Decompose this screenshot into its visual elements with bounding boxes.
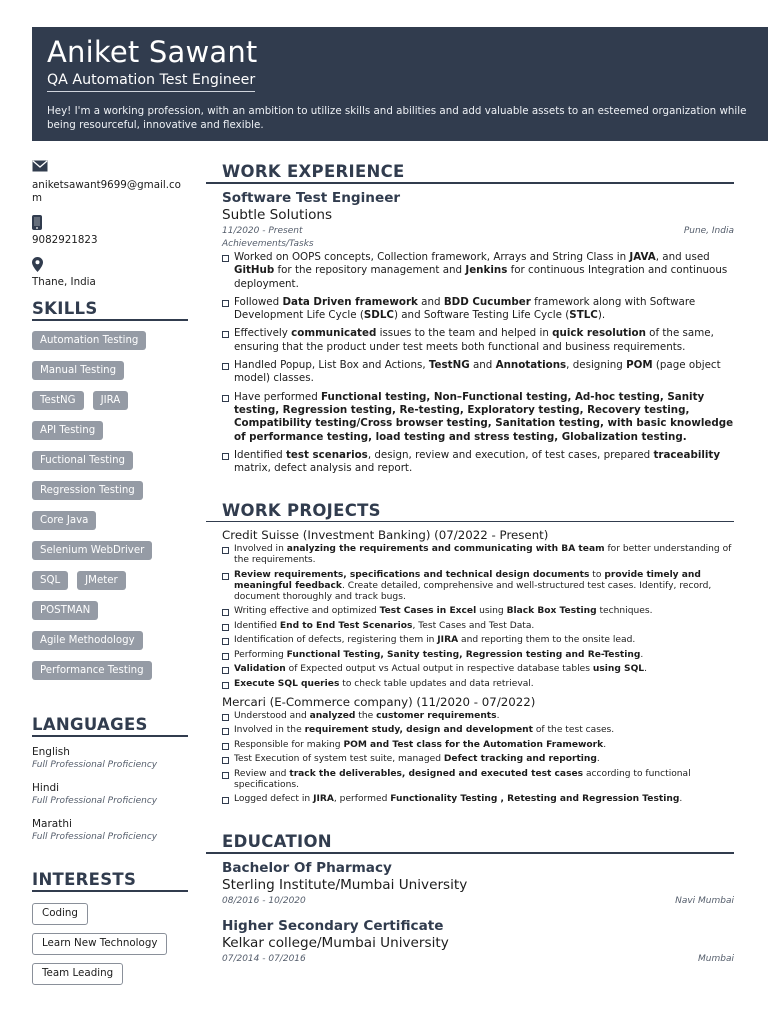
phone-icon bbox=[32, 215, 48, 229]
work-bullet: Followed Data Driven framework and BDD Cucumber framework along with Software Development Life Cycle (SDLC) and Software Testing Life Cycle (STLC). bbox=[222, 296, 734, 323]
job-title: QA Automation Test Engineer bbox=[47, 71, 255, 92]
education-heading: EDUCATION bbox=[206, 832, 734, 854]
interest-tag: Learn New Technology bbox=[32, 933, 167, 955]
languages-heading: LANGUAGES bbox=[32, 715, 188, 737]
education-section bbox=[206, 854, 734, 966]
company-name: Subtle Solutions bbox=[222, 207, 333, 223]
skill-tag: Selenium WebDriver bbox=[32, 541, 152, 560]
work-experience-heading: WORK EXPERIENCE bbox=[206, 162, 734, 184]
skill-tag: Agile Methodology bbox=[32, 631, 143, 650]
projects-section bbox=[206, 522, 734, 805]
project-bullet: Test Execution of system test suite, managed Defect tracking and reporting. bbox=[222, 754, 734, 765]
project-bullet: Understood and analyzed the customer requirements. bbox=[222, 711, 734, 722]
education-item bbox=[222, 918, 734, 966]
education-meta bbox=[222, 953, 734, 966]
role-title: Software Test Engineer bbox=[222, 190, 401, 206]
interest-row bbox=[32, 901, 188, 931]
languages-list bbox=[32, 745, 188, 844]
project-bullet: Validation of Expected output vs Actual output in respective database tables using SQL. bbox=[222, 664, 734, 675]
work-dates: 11/2020 - Present bbox=[222, 226, 303, 236]
language-name: Marathi bbox=[32, 818, 72, 830]
project-title: Credit Suisse (Investment Banking) (07/2022 - Present) bbox=[222, 528, 549, 543]
skill-tag: POSTMAN bbox=[32, 601, 98, 620]
project-bullet: Identification of defects, registering them in JIRA and reporting them to the onsite lead. bbox=[222, 635, 734, 646]
education-meta bbox=[222, 895, 734, 908]
interests-list bbox=[32, 901, 188, 991]
education-location: Mumbai bbox=[698, 954, 734, 965]
project-bullet: Logged defect in JIRA, performed Functionality Testing , Retesting and Regression Testing. bbox=[222, 794, 734, 805]
email-text[interactable]: aniketsawant9699@gmail.com bbox=[32, 179, 181, 204]
language-item bbox=[32, 745, 188, 772]
work-bullet: Worked on OOPS concepts, Collection framework, Arrays and String Class in JAVA, and used GitHub for the repository management and Jenkins for continuous Integration and continuous deployment. bbox=[222, 251, 734, 291]
location-text: Thane, India bbox=[32, 276, 96, 288]
project-bullet: Involved in the requirement study, design and development of the test cases. bbox=[222, 725, 734, 736]
education-location: Navi Mumbai bbox=[675, 896, 734, 907]
degree-title: Higher Secondary Certificate bbox=[222, 918, 444, 935]
language-level: Full Professional Proficiency bbox=[32, 760, 158, 770]
location-pin-icon bbox=[32, 257, 48, 271]
language-level: Full Professional Proficiency bbox=[32, 832, 158, 842]
skill-tag: Regression Testing bbox=[32, 481, 143, 500]
degree-title: Bachelor Of Pharmacy bbox=[222, 860, 392, 877]
contact-block bbox=[32, 160, 188, 289]
project-bullets bbox=[222, 711, 734, 806]
interest-tag: Team Leading bbox=[32, 963, 123, 985]
project-bullet: Review requirements, specifications and technical design documents to provide timely and meaningful feedback. Create detailed, comprehensive and well-structured test cases. Identify, record, document thoroughly and track bugs. bbox=[222, 570, 734, 603]
skill-tag: Core Java bbox=[32, 511, 96, 530]
candidate-name: Aniket Sawant bbox=[47, 35, 258, 69]
phone-text[interactable]: 9082921823 bbox=[32, 234, 98, 246]
work-meta bbox=[222, 225, 734, 238]
skills-list bbox=[32, 331, 188, 691]
email-icon bbox=[32, 160, 48, 174]
interest-row bbox=[32, 961, 188, 991]
language-name: English bbox=[32, 746, 70, 758]
work-location: Pune, India bbox=[683, 226, 734, 236]
education-item bbox=[222, 860, 734, 908]
language-level: Full Professional Proficiency bbox=[32, 796, 158, 806]
language-name: Hindi bbox=[32, 782, 60, 794]
interest-tag: Coding bbox=[32, 903, 88, 925]
education-dates: 08/2016 - 10/2020 bbox=[222, 896, 306, 907]
school-name: Sterling Institute/Mumbai University bbox=[222, 877, 468, 894]
work-bullet: Have performed Functional testing, Non–Functional testing, Ad-hoc testing, Sanity testing, Regression testing, Re-testing, Exploratory testing, Recovery testing, Compatibility testing/Cross browser testing, Sanitation testing, with basic knowledge of performance testing, load testing and stress testing, Globalization testing. bbox=[222, 391, 734, 444]
skills-heading: SKILLS bbox=[32, 299, 188, 321]
skill-tag: Performance Testing bbox=[32, 661, 152, 680]
education-dates: 07/2014 - 07/2016 bbox=[222, 954, 306, 965]
work-bullet: Handled Popup, List Box and Actions, TestNG and Annotations, designing POM (page object model) classes. bbox=[222, 359, 734, 386]
interest-row bbox=[32, 931, 188, 961]
project-bullets bbox=[222, 544, 734, 690]
work-bullet: Identified test scenarios, design, review and execution, of test cases, prepared traceability matrix, defect analysis and report. bbox=[222, 449, 734, 476]
school-name: Kelkar college/Mumbai University bbox=[222, 935, 449, 952]
interests-heading: INTERESTS bbox=[32, 870, 188, 892]
project-bullet: Writing effective and optimized Test Cases in Excel using Black Box Testing techniques. bbox=[222, 606, 734, 617]
main-column bbox=[206, 162, 734, 966]
resume-header bbox=[32, 27, 768, 141]
project-bullet: Performing Functional Testing, Sanity testing, Regression testing and Re-Testing. bbox=[222, 650, 734, 661]
skill-tag: SQL bbox=[32, 571, 68, 590]
work-experience-section bbox=[206, 184, 734, 475]
work-bullets bbox=[222, 251, 734, 475]
project-bullet: Involved in analyzing the requirements and communicating with BA team for better understanding of the requirements. bbox=[222, 544, 734, 566]
project-bullet: Execute SQL queries to check table updates and data retrieval. bbox=[222, 679, 734, 690]
work-bullet: Effectively communicated issues to the team and helped in quick resolution of the same, ensuring that the product under test meets both functional and business requirements. bbox=[222, 327, 734, 354]
language-item bbox=[32, 781, 188, 808]
skill-tag: Automation Testing bbox=[32, 331, 146, 350]
project-bullet: Review and track the deliverables, designed and executed test cases according to functional specifications. bbox=[222, 769, 734, 791]
sidebar bbox=[32, 160, 188, 991]
achievements-label: Achievements/Tasks bbox=[222, 239, 314, 249]
skill-tag: Manual Testing bbox=[32, 361, 124, 380]
skill-tag: JMeter bbox=[77, 571, 126, 590]
skill-tag: TestNG bbox=[32, 391, 84, 410]
skill-tag: Fuctional Testing bbox=[32, 451, 133, 470]
project-bullet: Identified End to End Test Scenarios, Test Cases and Test Data. bbox=[222, 621, 734, 632]
project-bullet: Responsible for making POM and Test class for the Automation Framework. bbox=[222, 740, 734, 751]
summary: Hey! I'm a working profession, with an ambition to utilize skills and abilities and add valuable assets to an esteemed organization while being resourceful, innovative and flexible. bbox=[47, 105, 747, 131]
work-projects-heading: WORK PROJECTS bbox=[206, 501, 734, 522]
skill-tag: API Testing bbox=[32, 421, 103, 440]
language-item bbox=[32, 817, 188, 844]
skill-tag: JIRA bbox=[93, 391, 129, 410]
project-title: Mercari (E-Commerce company) (11/2020 - 07/2022) bbox=[222, 694, 536, 709]
